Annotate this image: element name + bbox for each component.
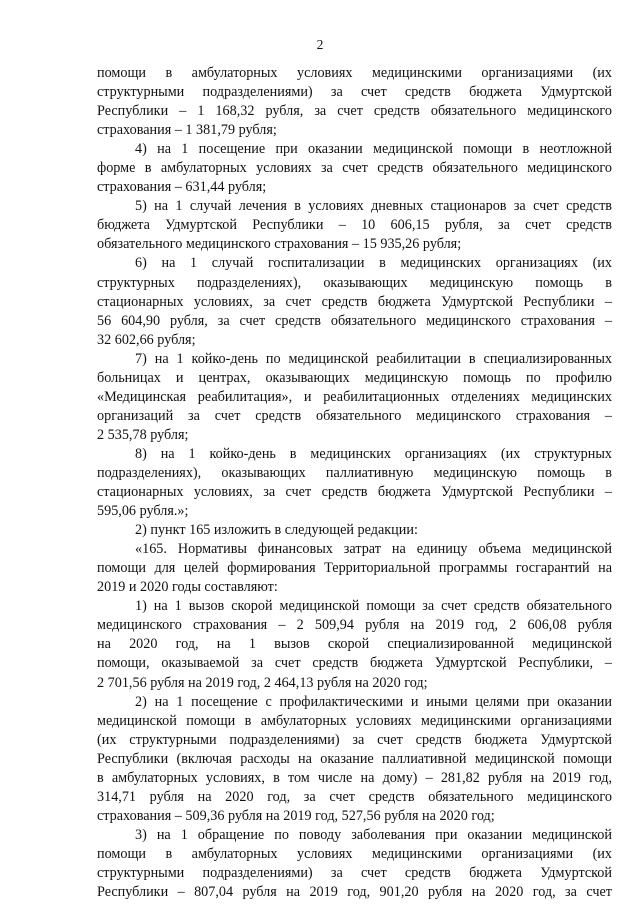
text-line: 2) на 1 посещение с профилактическими и иными целями при оказании	[135, 693, 612, 710]
text-line: 7) на 1 койко-день по медицинской реабилитации в специализированных	[135, 350, 612, 367]
text-line: бюджета Удмуртской Республики – 10 606,15 рубля, за счет средств	[97, 217, 612, 234]
text-line: страхования – 509,36 рубля на 2019 год, 527,56 рубля на 2020 год;	[97, 807, 495, 824]
page-number: 2	[316, 37, 324, 52]
text-line: в амбулаторных условиях, в том числе на дому) – 281,82 рубля на 2019 год,	[97, 769, 612, 786]
text-line: подразделениях), оказывающих паллиативную медицинскую помощь в	[97, 464, 612, 481]
text-line: страхования – 631,44 рубля;	[97, 179, 267, 196]
text-line: 32 602,66 рубля;	[97, 331, 196, 348]
text-line: 2) пункт 165 изложить в следующей редакции:	[135, 522, 418, 539]
text-line: 314,71 рубля на 2020 год, за счет средств обязательного медицинского	[97, 788, 612, 805]
text-line: 5) на 1 случай лечения в условиях дневных стационаров за счет средств	[135, 198, 612, 215]
text-line: на 2020 год, на 1 вызов скорой специализированной медицинской	[97, 636, 612, 653]
text-line: помощи, оказываемой за счет средств бюджета Удмуртской Республики, –	[97, 655, 612, 672]
text-line: (их структурными подразделениями) за счет средств бюджета Удмуртской	[97, 731, 612, 748]
text-line: 2 535,78 рубля;	[97, 426, 189, 443]
text-line: помощи в амбулаторных условиях медицинскими организациями (их	[97, 65, 612, 81]
text-line: структурными подразделениями) за счет средств бюджета Удмуртской	[97, 864, 612, 881]
text-line: страхования – 1 381,79 рубля;	[97, 122, 277, 139]
text-line: больницах и центрах, оказывающих медицинскую помощь по профилю	[97, 369, 612, 386]
text-line: стационарных условиях, за счет средств бюджета Удмуртской Республики –	[97, 293, 612, 310]
text-line: «165. Нормативы финансовых затрат на единицу объема медицинской	[135, 541, 612, 558]
text-line: 4) на 1 посещение при оказании медицинской помощи в неотложной	[135, 141, 612, 158]
text-line: 2019 и 2020 годы составляют:	[97, 579, 278, 596]
text-line: 56 604,90 рубля, за счет средств обязательного медицинского страхования –	[97, 312, 612, 329]
text-line: медицинской помощи в амбулаторных условиях медицинскими организациями	[97, 712, 612, 729]
text-line: форме в амбулаторных условиях за счет средств обязательного медицинского	[97, 160, 612, 177]
text-line: «Медицинская реабилитация», и реабилитационных отделениях медицинских	[97, 388, 612, 405]
text-line: структурными подразделениями) за счет средств бюджета Удмуртской	[97, 84, 612, 101]
text-line: Республики – 807,04 рубля на 2019 год, 901,20 рубля на 2020 год, за счет	[97, 884, 612, 901]
text-line: 6) на 1 случай госпитализации в медицинских организациях (их	[135, 255, 612, 272]
text-line: 1) на 1 вызов скорой медицинской помощи за счет средств обязательного	[135, 598, 612, 615]
text-line: помощи для целей формирования Территориальной программы госгарантий на	[97, 560, 612, 577]
text-line: 595,06 рубля.»;	[97, 503, 189, 520]
text-line: организаций за счет средств обязательного медицинского страхования –	[97, 407, 612, 424]
text-line: структурных подразделениях), оказывающих медицинскую помощь в	[97, 274, 612, 291]
text-line: Республики – 1 168,32 рубля, за счет средств обязательного медицинского	[97, 103, 612, 120]
text-line: 2 701,56 рубля на 2019 год, 2 464,13 рубля на 2020 год;	[97, 674, 428, 691]
text-line: Республики (включая расходы на оказание паллиативной медицинской помощи	[97, 750, 612, 767]
text-line: помощи в амбулаторных условиях медицинскими организациями (их	[97, 845, 612, 862]
text-line: стационарных условиях, за счет средств бюджета Удмуртской Республики –	[97, 484, 612, 501]
text-line: обязательного медицинского страхования – 15 935,26 рубля;	[97, 236, 462, 253]
text-line: медицинского страхования – 2 509,94 рубля на 2019 год, 2 606,08 рубля	[97, 617, 612, 634]
text-line: 3) на 1 обращение по поводу заболевания при оказании медицинской	[135, 826, 612, 843]
document-body	[97, 64, 612, 902]
text-line: 8) на 1 койко-день в медицинских организациях (их структурных	[135, 445, 612, 462]
